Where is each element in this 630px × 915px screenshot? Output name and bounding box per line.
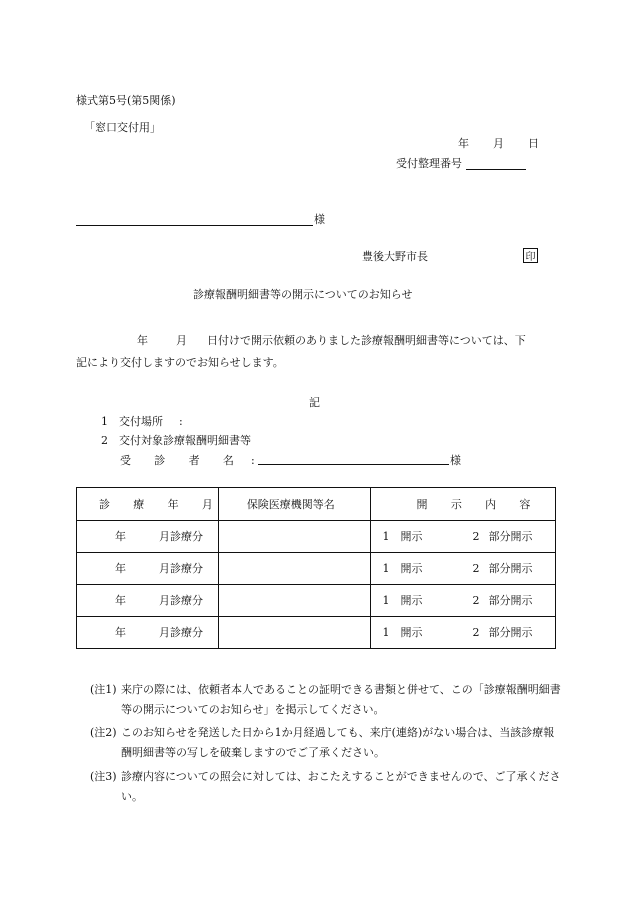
option-partial[interactable]: 部分開示	[488, 626, 533, 639]
item-2-label: 交付対象診療報酬明細書等	[119, 434, 251, 447]
option-disclose[interactable]: 開示	[400, 530, 423, 543]
reception-number-field[interactable]	[466, 156, 526, 170]
item-1-label: 交付場所	[119, 415, 163, 428]
date-day: 日	[528, 137, 539, 150]
note-1-label: (注1)	[90, 683, 117, 696]
reception-number-label: 受付整理番号	[396, 157, 462, 170]
note-3	[90, 767, 560, 809]
note-3-text: 診療内容についての照会に対しては、おこたえすることができませんので、ご了承ください。	[121, 770, 561, 803]
table-row	[77, 585, 556, 617]
header-institution-name: 保険医療機関等名	[218, 488, 370, 521]
row-year: 年	[115, 530, 126, 543]
table-row	[77, 553, 556, 585]
row-month-suffix: 月診療分	[159, 626, 203, 639]
body-line1-text: 日付けで開示依頼のありました診療報酬明細書等については、下	[207, 334, 526, 347]
ki-heading: 記	[309, 396, 320, 409]
row-month-suffix: 月診療分	[159, 594, 203, 607]
option-partial[interactable]: 部分開示	[488, 530, 533, 543]
option-partial-num[interactable]: 2	[472, 626, 480, 639]
patient-honorific: 様	[450, 454, 461, 467]
patient-name-field[interactable]	[258, 451, 449, 465]
row-month-suffix: 月診療分	[159, 530, 203, 543]
addressee-name-field[interactable]	[76, 212, 313, 226]
row-year: 年	[115, 562, 126, 575]
header-treatment-month: 診 療 年 月	[77, 488, 219, 521]
option-disclose-num[interactable]: 1	[382, 594, 390, 607]
body-month: 月	[176, 334, 187, 347]
option-disclose[interactable]: 開示	[400, 626, 423, 639]
body-line2-text: 記により交付しますのでお知らせします。	[76, 356, 284, 369]
option-partial-num[interactable]: 2	[472, 594, 480, 607]
option-disclose[interactable]: 開示	[400, 594, 423, 607]
option-disclose-num[interactable]: 1	[382, 530, 390, 543]
note-1-text: 来庁の際には、依頼者本人であることの証明できる書類と併せて、この「診療報酬明細書等の開示についてのお知らせ」を掲示してください。	[121, 683, 561, 716]
option-partial[interactable]: 部分開示	[488, 562, 533, 575]
patient-label: 受 診 者 名	[120, 454, 244, 467]
date-month: 月	[493, 137, 504, 150]
institution-cell[interactable]	[218, 585, 370, 617]
body-year: 年	[137, 334, 148, 347]
option-partial-num[interactable]: 2	[472, 562, 480, 575]
addressee-honorific: 様	[314, 213, 325, 226]
option-disclose-num[interactable]: 1	[382, 562, 390, 575]
item-1-colon: :	[179, 415, 183, 428]
issuer-name: 豊後大野市長	[362, 250, 428, 263]
table-row	[77, 521, 556, 553]
row-year: 年	[115, 594, 126, 607]
document-title: 診療報酬明細書等の開示についてのお知らせ	[193, 288, 413, 301]
note-2	[90, 723, 560, 765]
note-3-label: (注3)	[90, 770, 117, 783]
date-year: 年	[458, 137, 469, 150]
table-header-row	[77, 488, 556, 521]
header-disclosure-content: 開 示 内 容	[370, 488, 555, 521]
window-delivery-label: 「窓口交付用」	[84, 121, 161, 134]
item-1-num: 1	[101, 415, 108, 428]
disclosure-table	[76, 487, 556, 649]
seal-mark: 印	[523, 248, 538, 263]
institution-cell[interactable]	[218, 521, 370, 553]
note-2-text: このお知らせを発送した日から1か月経過しても、来庁(連絡)がない場合は、当該診療報酬明細書等の写しを破棄しますのでご了承ください。	[121, 726, 555, 759]
option-partial-num[interactable]: 2	[472, 530, 480, 543]
item-2-num: 2	[101, 434, 108, 447]
option-disclose[interactable]: 開示	[400, 562, 423, 575]
note-1	[90, 680, 560, 722]
form-number: 様式第5号(第5関係)	[76, 94, 176, 107]
row-month-suffix: 月診療分	[159, 562, 203, 575]
institution-cell[interactable]	[218, 617, 370, 649]
option-disclose-num[interactable]: 1	[382, 626, 390, 639]
row-year: 年	[115, 626, 126, 639]
patient-colon: :	[251, 454, 255, 467]
note-2-label: (注2)	[90, 726, 117, 739]
option-partial[interactable]: 部分開示	[488, 594, 533, 607]
table-row	[77, 617, 556, 649]
institution-cell[interactable]	[218, 553, 370, 585]
